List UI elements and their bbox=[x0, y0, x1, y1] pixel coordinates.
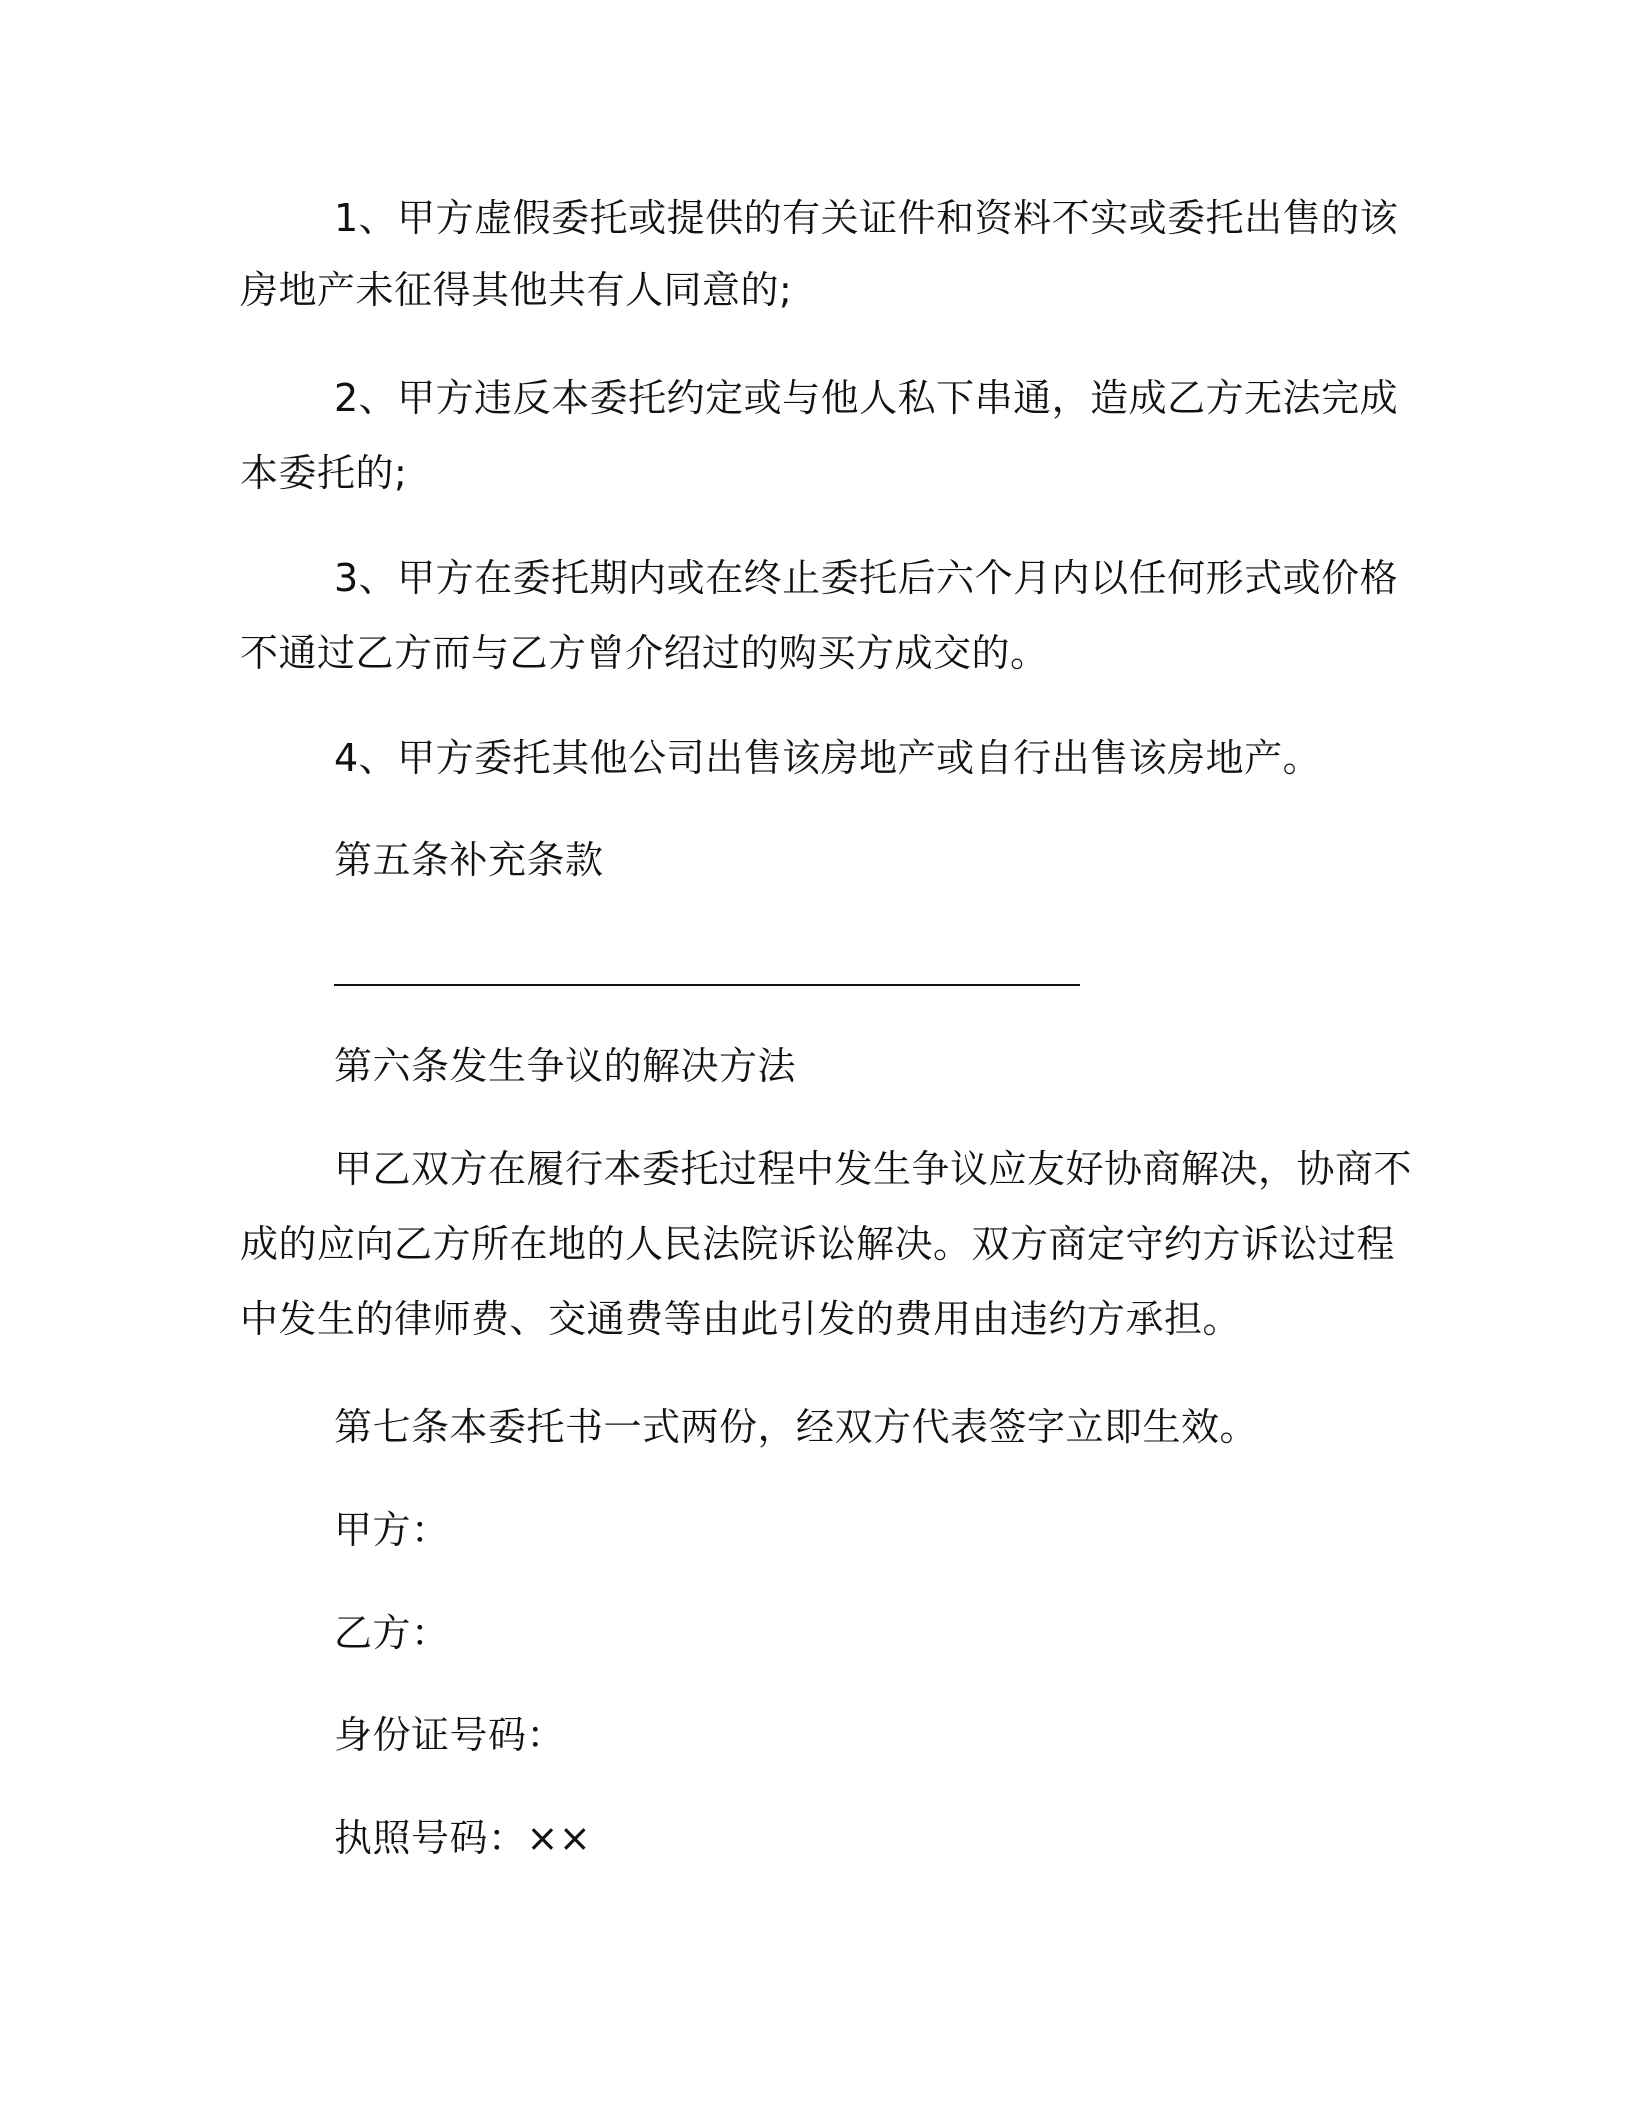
supplementary-blank-line bbox=[334, 984, 1080, 986]
clause-3-line-2: 不通过乙方而与乙方曾介绍过的购买方成交的。 bbox=[240, 631, 1049, 675]
clause-1-line-2: 房地产未征得其他共有人同意的; bbox=[240, 268, 793, 312]
id-number-label: 身份证号码： bbox=[334, 1713, 566, 1757]
clause-4: 4、甲方委托其他公司出售该房地产或自行出售该房地产。 bbox=[334, 736, 1322, 780]
party-a-label: 甲方： bbox=[334, 1508, 450, 1552]
article-6-line-1: 甲乙双方在履行本委托过程中发生争议应友好协商解决，协商不 bbox=[334, 1147, 1413, 1191]
license-number-label: 执照号码：×× bbox=[334, 1816, 592, 1860]
clause-2-line-2: 本委托的; bbox=[240, 451, 408, 495]
article-7-text: 第七条本委托书一式两份，经双方代表签字立即生效。 bbox=[334, 1405, 1259, 1449]
clause-3-line-1: 3、甲方在委托期内或在终止委托后六个月内以任何形式或价格 bbox=[334, 556, 1399, 600]
article-6-title: 第六条发生争议的解决方法 bbox=[334, 1044, 797, 1088]
article-6-line-3: 中发生的律师费、交通费等由此引发的费用由违约方承担。 bbox=[240, 1297, 1242, 1341]
clause-1-line-1: 1、甲方虚假委托或提供的有关证件和资料不实或委托出售的该 bbox=[334, 196, 1399, 240]
article-6-line-2: 成的应向乙方所在地的人民法院诉讼解决。双方商定守约方诉讼过程 bbox=[240, 1222, 1396, 1266]
clause-2-line-1: 2、甲方违反本委托约定或与他人私下串通，造成乙方无法完成 bbox=[334, 376, 1399, 420]
party-b-label: 乙方： bbox=[334, 1611, 450, 1655]
article-5-title: 第五条补充条款 bbox=[334, 838, 604, 882]
